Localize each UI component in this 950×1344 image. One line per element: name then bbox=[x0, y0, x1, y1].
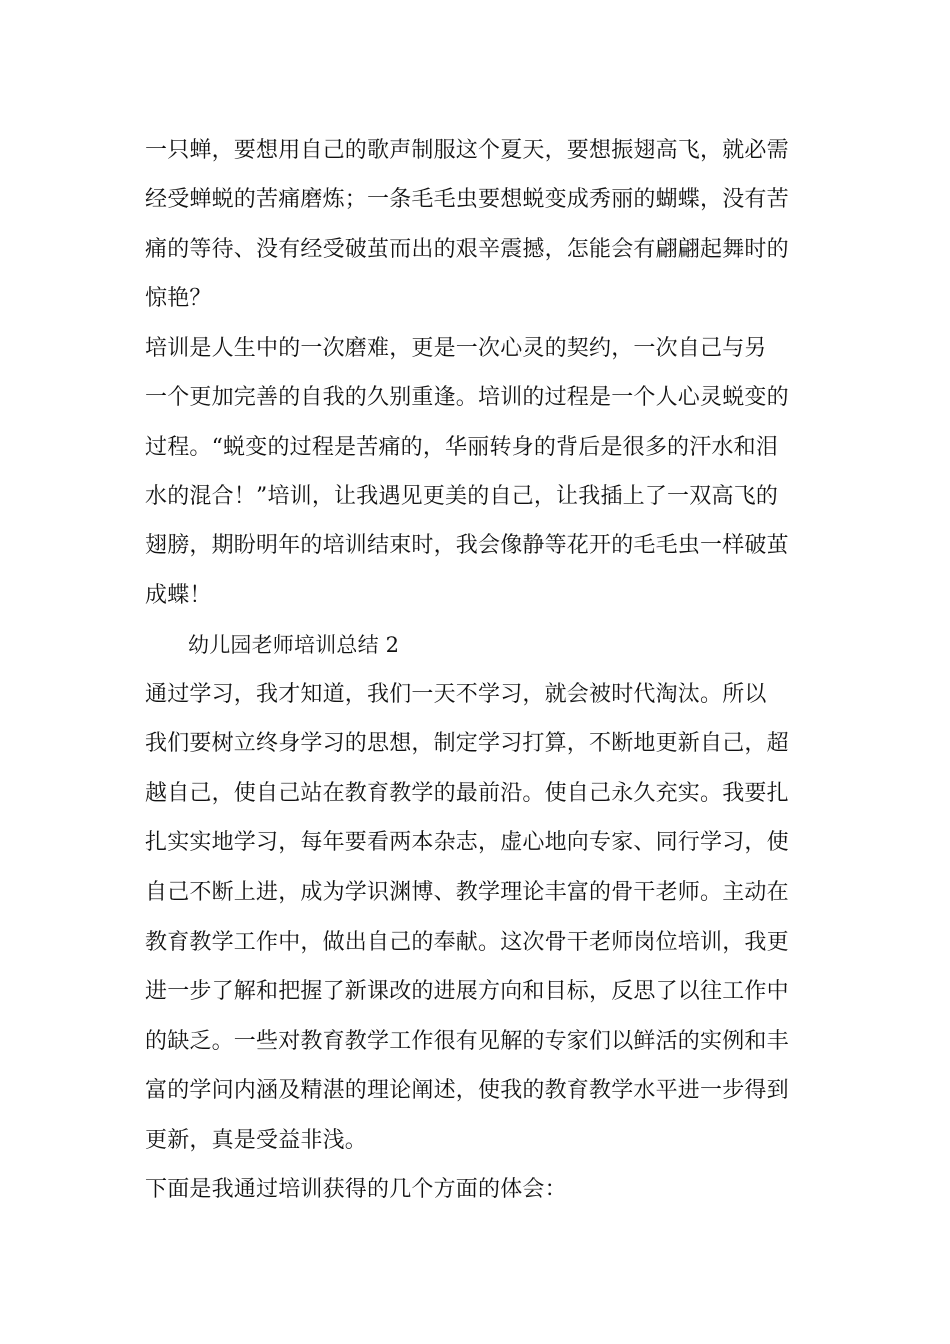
text-line: 我们要树立终身学习的思想，制定学习打算，不断地更新自己，超 bbox=[145, 731, 789, 756]
text-line: 更新，真是受益非浅。 bbox=[145, 1128, 368, 1153]
text-line: 痛的等待、没有经受破茧而出的艰辛震撼，怎能会有翩翩起舞时的 bbox=[145, 237, 789, 262]
text-line: 下面是我通过培训获得的几个方面的体会： bbox=[145, 1177, 567, 1202]
text-line: 培训是人生中的一次磨难，更是一次心灵的契约，一次自己与另 bbox=[145, 336, 767, 361]
text-line: 过程。“蜕变的过程是苦痛的，华丽转身的背后是很多的汗水和泪 bbox=[145, 435, 779, 460]
section-heading: 幼儿园老师培训总结 2 bbox=[188, 633, 400, 657]
text-line: 富的学问内涵及精湛的理论阐述，使我的教育教学水平进一步得到 bbox=[145, 1078, 789, 1103]
text-line: 一只蝉，要想用自己的歌声制服这个夏天，要想振翅高飞，就必需 bbox=[145, 138, 789, 163]
text-line: 成蝶！ bbox=[145, 583, 212, 608]
text-line: 通过学习，我才知道，我们一天不学习，就会被时代淘汰。所以 bbox=[145, 682, 767, 707]
text-line: 的缺乏。一些对教育教学工作很有见解的专家们以鲜活的实例和丰 bbox=[145, 1029, 789, 1054]
text-line: 扎实实地学习，每年要看两本杂志，虚心地向专家、同行学习，使 bbox=[145, 830, 789, 855]
text-line: 惊艳？ bbox=[145, 286, 212, 311]
text-line: 水的混合！”培训，让我遇见更美的自己，让我插上了一双高飞的 bbox=[145, 484, 779, 509]
text-line: 一个更加完善的自我的久别重逢。培训的过程是一个人心灵蜕变的 bbox=[145, 385, 789, 410]
text-line: 进一步了解和把握了新课改的进展方向和目标，反思了以往工作中 bbox=[145, 979, 789, 1004]
text-line: 经受蝉蜕的苦痛磨炼；一条毛毛虫要想蜕变成秀丽的蝴蝶，没有苦 bbox=[145, 187, 789, 212]
text-line: 越自己，使自己站在教育教学的最前沿。使自己永久充实。我要扎 bbox=[145, 781, 789, 806]
text-line: 翅膀，期盼明年的培训结束时，我会像静等花开的毛毛虫一样破茧 bbox=[145, 533, 789, 558]
text-line: 自己不断上进，成为学识渊博、教学理论丰富的骨干老师。主动在 bbox=[145, 880, 789, 905]
text-line: 教育教学工作中，做出自己的奉献。这次骨干老师岗位培训，我更 bbox=[145, 930, 789, 955]
